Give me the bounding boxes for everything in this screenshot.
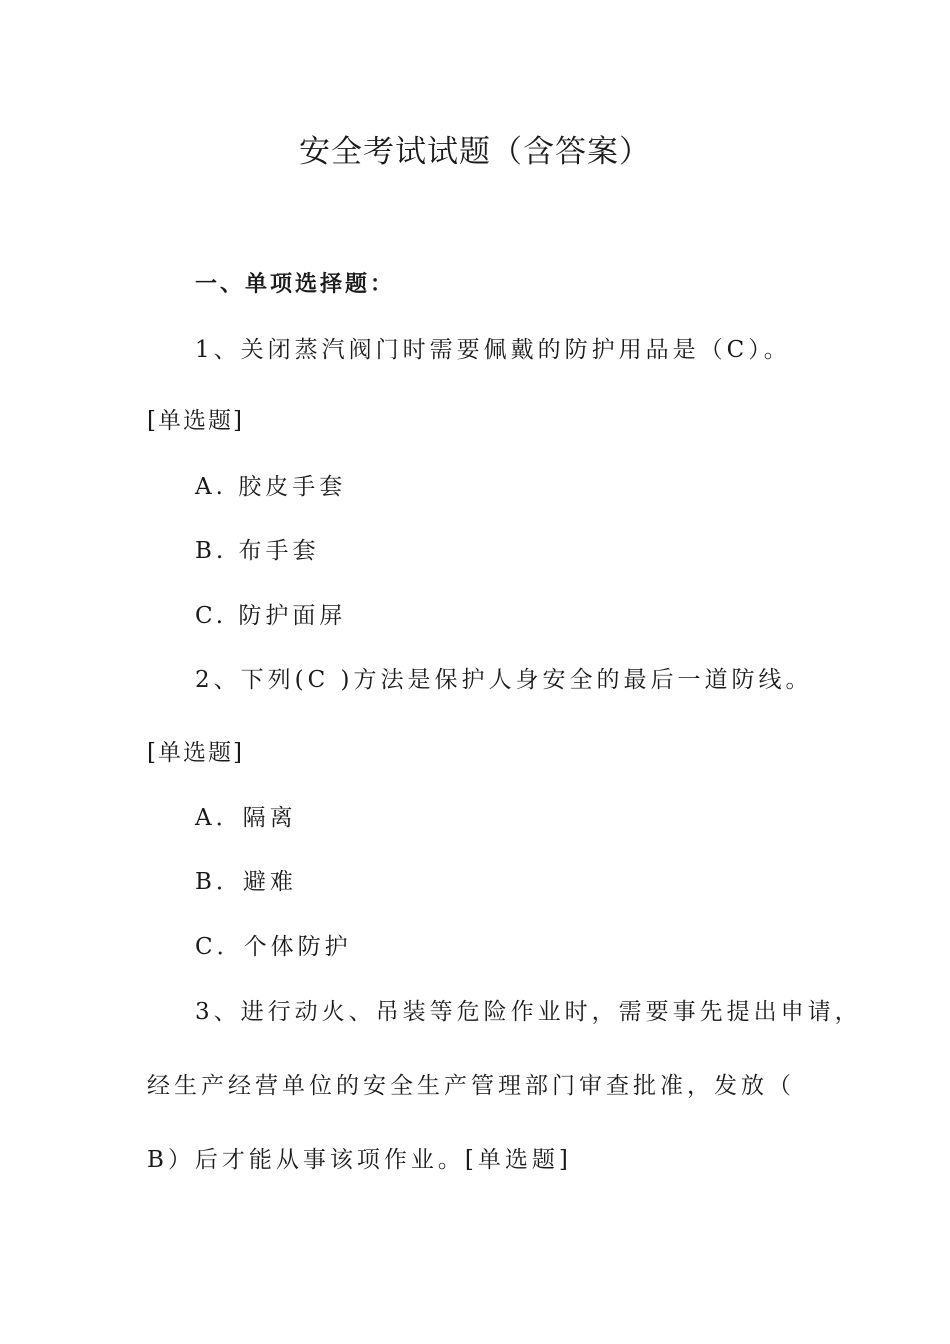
question-1-type-tag: [单选题] xyxy=(147,408,244,434)
question-1-option-c: C. 防护面屏 xyxy=(195,603,347,629)
question-2-option-c: C．个体防护 xyxy=(195,934,352,960)
question-3-stem-line-1: 3、进行动火、吊装等危险作业时，需要事先提出申请， xyxy=(195,999,862,1025)
question-1-stem: 1、关闭蒸汽阀门时需要佩戴的防护用品是（C）。 xyxy=(195,337,791,363)
question-1-option-a: A. 胶皮手套 xyxy=(195,474,347,500)
section-heading: 一、单项选择题： xyxy=(195,272,396,297)
question-3-stem-line-2: 经生产经营单位的安全生产管理部门审查批准，发放（ xyxy=(147,1073,795,1099)
question-1-option-b: B. 布手套 xyxy=(195,538,320,564)
question-2-type-tag: [单选题] xyxy=(147,740,244,766)
question-2-option-a: A．隔离 xyxy=(195,805,297,831)
question-3-stem-line-3: B）后才能从事该项作业。[单选题] xyxy=(147,1147,572,1173)
question-2-stem: 2、下列(C )方法是保护人身安全的最后一道防线。 xyxy=(195,667,813,693)
document-title: 安全考试试题（含答案） xyxy=(299,134,651,170)
question-2-option-b: B．避难 xyxy=(195,869,297,895)
